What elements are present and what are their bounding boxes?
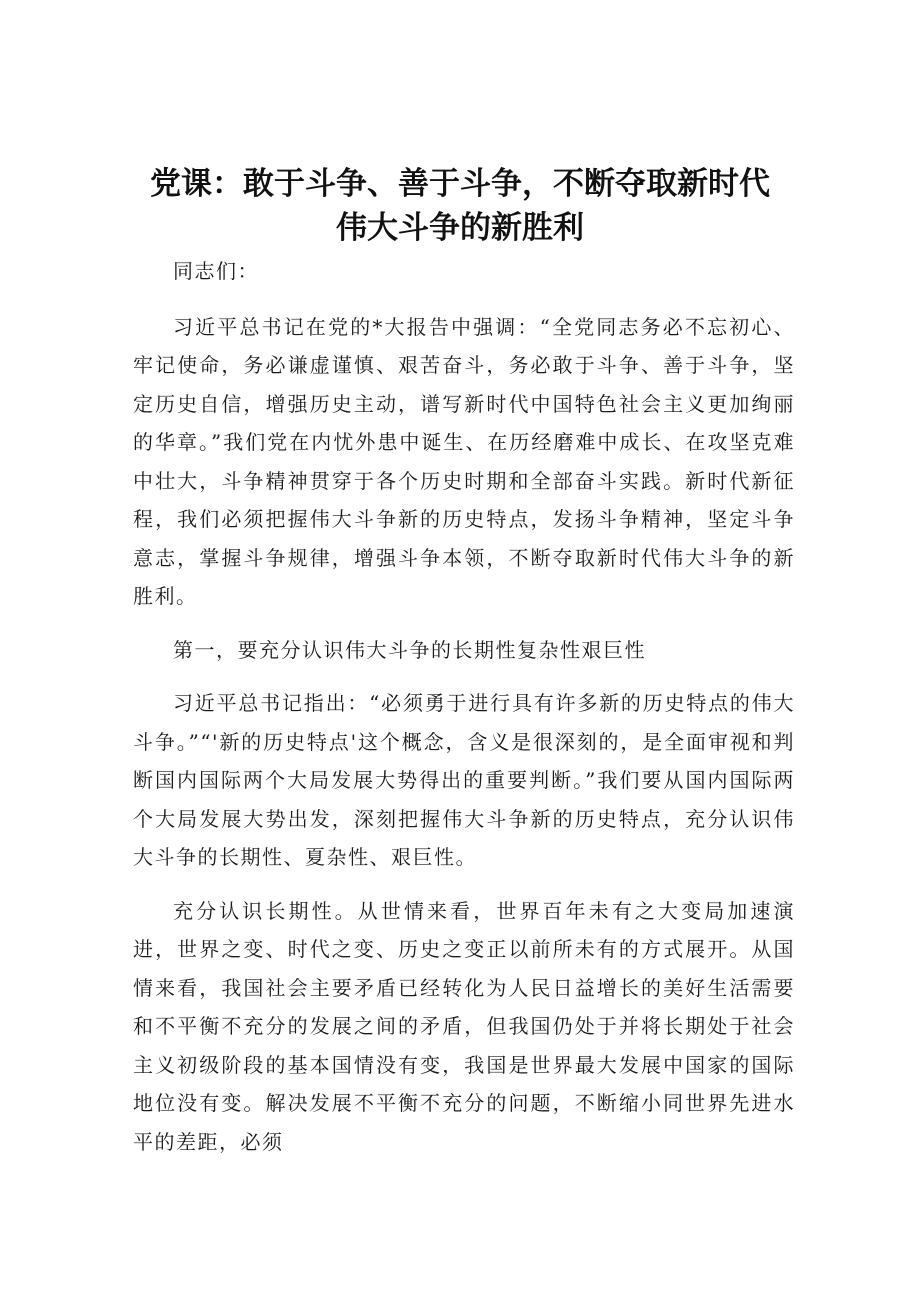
paragraph-intro: 习近平总书记在党的*大报告中强调：“全党同志务必不忘初心、牢记使命，务必谦虚谨慎、艰苦奋斗，务必敢于斗争、善于斗争，坚定历史自信，增强历史主动，谱写新时代中国特色社会主义更加绚丽的华章。”我们党在内忧外患中诞生、在历经磨难中成长、在攻坚克难中壮大，斗争精神贯穿于各个历史时期和全部奋斗实践。新时代新征程，我们必须把握伟大斗争新的历史特点，发扬斗争精神，坚定斗争意志，掌握斗争规律，增强斗争本领，不断夺取新时代伟大斗争的新胜利。 xyxy=(133,314,795,608)
section-heading-1: 第一，要充分认识伟大斗争的长期性复杂性艰巨性 xyxy=(173,637,646,662)
title-line-1: 党课：敢于斗争、善于斗争，不断夺取新时代 xyxy=(150,166,770,202)
paragraph-quote: 习近平总书记指出：“必须勇于进行具有许多新的历史特点的伟大斗争。”“'新的历史特点'这个概念，含义是很深刻的，是全面审视和判断国内国际两个大局发展大势得出的重要判断。”我们要从国内国际两个大局发展大势出发，深刻把握伟大斗争新的历史特点，充分认识伟大斗争的长期性、夏杂性、艰巨性。 xyxy=(133,691,795,869)
document-body xyxy=(133,252,795,1176)
title-line-2: 伟大斗争的新胜利 xyxy=(336,210,584,246)
document-title xyxy=(130,162,790,250)
greeting: 同志们： xyxy=(173,259,259,283)
paragraph-long-term: 充分认识长期性。从世情来看，世界百年未有之大变局加速演进，世界之变、时代之变、历史之变正以前所未有的方式展开。从国情来看，我国社会主要矛盾已经转化为人民日益增长的美好生活需要和不平衡不充分的发展之间的矛盾，但我国仍处于并将长期处于社会主义初级阶段的基本国情没有变，我国是世界最大发展中国家的国际地位没有变。解决发展不平衡不充分的问题，不断缩小同世界先进水平的差距，必须 xyxy=(133,898,795,1154)
